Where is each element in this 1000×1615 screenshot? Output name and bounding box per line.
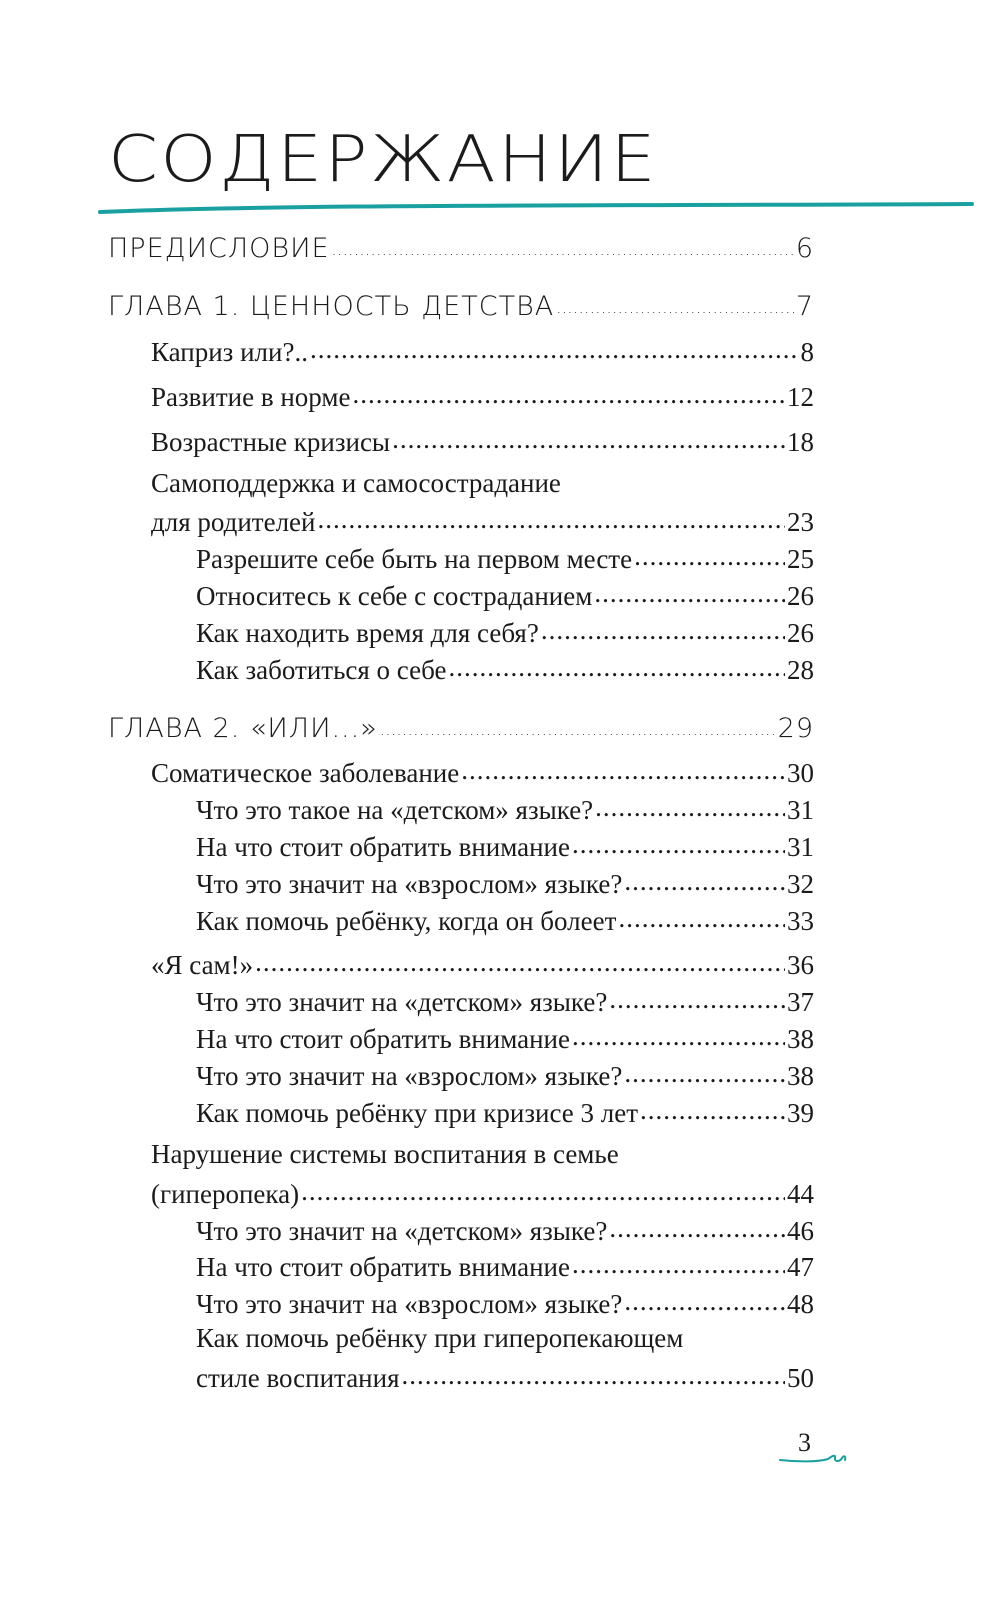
page-number-swash — [778, 1450, 850, 1468]
dot-leader — [595, 792, 785, 819]
dot-leader — [618, 903, 785, 930]
toc-entry-label: Что это значит на «взрослом» языке? — [196, 1289, 623, 1319]
toc-entry-section[interactable] — [151, 947, 814, 981]
dot-leader — [594, 578, 785, 605]
toc-page-number: 48 — [787, 1289, 814, 1319]
toc-entry-label-line1[interactable]: Как помочь ребёнку при гиперопекающем — [196, 1323, 684, 1353]
toc-entry-subsection[interactable] — [196, 866, 814, 900]
toc-entry-label-line1[interactable]: Нарушение системы воспитания в семье — [151, 1139, 619, 1169]
toc-page-number: 37 — [787, 987, 814, 1017]
toc-entry-subsection[interactable] — [196, 792, 814, 826]
dot-leader — [624, 1058, 785, 1085]
page-number: 3 — [798, 1428, 811, 1457]
toc-entry-subsection[interactable] — [196, 1249, 814, 1283]
toc-entry-section[interactable] — [151, 504, 814, 538]
dot-leader — [461, 755, 785, 782]
toc-entry-label: Развитие в норме — [151, 382, 351, 412]
toc-page-number: 46 — [787, 1216, 814, 1246]
toc-entry-label: Как заботиться о себе — [196, 655, 447, 685]
toc-entry-chapter-1[interactable] — [108, 288, 814, 322]
dot-leader — [609, 984, 785, 1011]
toc-page-number: 28 — [787, 655, 814, 685]
toc-entry-label: (гиперопека) — [151, 1179, 300, 1209]
toc-page-number: 23 — [787, 507, 814, 537]
toc-entry-subsection[interactable] — [196, 903, 814, 937]
toc-page-number: 25 — [787, 544, 814, 574]
dot-leader — [352, 379, 785, 406]
toc-entry-section[interactable] — [151, 424, 814, 458]
toc-page-number: 29 — [777, 713, 814, 744]
dot-leader — [572, 829, 785, 856]
dot-leader — [402, 1360, 786, 1387]
dot-leader — [301, 1176, 785, 1203]
toc-entry-label: Что это такое на «детском» языке? — [196, 795, 594, 825]
toc-page-number: 39 — [787, 1098, 814, 1128]
toc-entry-label: Что это значит на «взрослом» языке? — [196, 1061, 623, 1091]
toc-entry-label: ГЛАВА 2. «ИЛИ...» — [108, 713, 378, 744]
dot-leader — [332, 230, 794, 257]
toc-page-number: 6 — [795, 233, 814, 264]
toc-page-number: 36 — [787, 950, 814, 980]
toc-entry-label: На что стоит обратить внимание — [196, 832, 570, 862]
toc-entry-section[interactable] — [151, 1176, 814, 1210]
toc-entry-subsection[interactable] — [196, 1058, 814, 1092]
toc-entry-label: На что стоит обратить внимание — [196, 1252, 570, 1282]
title-underline-stroke — [98, 200, 978, 220]
toc-entry-section[interactable] — [151, 379, 814, 413]
toc-entry-subsection[interactable] — [196, 829, 814, 863]
toc-entry-subsection[interactable] — [196, 1095, 814, 1129]
dot-leader — [556, 288, 794, 315]
toc-entry-label: Как помочь ребёнку, когда он болеет — [196, 906, 617, 936]
toc-entry-label: стиле воспитания — [196, 1363, 400, 1393]
toc-entry-subsection[interactable] — [196, 615, 814, 649]
toc-entry-chapter-2[interactable] — [108, 710, 814, 744]
dot-leader — [634, 541, 785, 568]
toc-entry-subsection[interactable] — [196, 1213, 814, 1247]
toc-entry-subsection[interactable] — [196, 541, 814, 575]
toc-page-number: 38 — [787, 1024, 814, 1054]
toc-entry-label: Как находить время для себя? — [196, 618, 539, 648]
toc-entry-label: Каприз или?.. — [151, 337, 308, 367]
dot-leader — [448, 652, 785, 679]
dot-leader — [640, 1095, 785, 1122]
toc-page-number: 31 — [787, 832, 814, 862]
toc-entry-label: Относитесь к себе с состраданием — [196, 581, 593, 611]
toc-page-number: 18 — [787, 427, 814, 457]
toc-entry-label: Соматическое заболевание — [151, 758, 460, 788]
toc-entry-label-line1[interactable]: Самоподдержка и самосострадание — [151, 468, 561, 498]
toc-page-number: 31 — [787, 795, 814, 825]
toc-page-number: 30 — [787, 758, 814, 788]
toc-page-number: 12 — [787, 382, 814, 412]
toc-entry-label: Что это значит на «детском» языке? — [196, 987, 608, 1017]
toc-entry-label: для родителей — [151, 507, 316, 537]
dot-leader — [317, 504, 785, 531]
toc-entry-label: Что это значит на «взрослом» языке? — [196, 869, 623, 899]
dot-leader — [624, 866, 785, 893]
toc-page-number: 44 — [787, 1179, 814, 1209]
toc-page-number: 47 — [787, 1252, 814, 1282]
toc-page-number: 7 — [795, 291, 814, 322]
toc-entry-label: ПРЕДИСЛОВИЕ — [108, 233, 330, 264]
toc-page-number: 26 — [787, 618, 814, 648]
dot-leader — [609, 1213, 785, 1240]
toc-page-number: 26 — [787, 581, 814, 611]
dot-leader — [572, 1249, 785, 1276]
toc-page-number: 32 — [787, 869, 814, 899]
toc-entry-label: Возрастные кризисы — [151, 427, 391, 457]
toc-entry-section[interactable] — [151, 334, 814, 368]
toc-entry-subsection[interactable] — [196, 984, 814, 1018]
page-title: СОДЕРЖАНИЕ — [108, 123, 658, 197]
toc-entry-label: Что это значит на «детском» языке? — [196, 1216, 608, 1246]
toc-entry-label: ГЛАВА 1. ЦЕННОСТЬ ДЕТСТВА — [108, 291, 555, 322]
toc-entry-section[interactable] — [151, 755, 814, 789]
dot-leader — [624, 1286, 785, 1313]
toc-page-number: 33 — [787, 906, 814, 936]
dot-leader — [572, 1021, 785, 1048]
toc-entry-subsection[interactable] — [196, 1021, 814, 1055]
toc-page-number: 38 — [787, 1061, 814, 1091]
toc-entry-subsection[interactable] — [196, 1286, 814, 1320]
dot-leader — [380, 710, 776, 737]
dot-leader — [310, 334, 799, 361]
toc-page-number: 8 — [800, 337, 814, 367]
toc-entry-preface[interactable] — [108, 230, 814, 264]
toc-entry-label: Разрешите себе быть на первом месте — [196, 544, 633, 574]
dot-leader — [255, 947, 785, 974]
dot-leader — [541, 615, 785, 642]
toc-entry-subsection[interactable] — [196, 652, 814, 686]
dot-leader — [392, 424, 785, 451]
toc-entry-label: Как помочь ребёнку при кризисе 3 лет — [196, 1098, 638, 1128]
toc-entry-label: «Я сам!» — [151, 950, 254, 980]
toc-entry-subsection[interactable] — [196, 1360, 814, 1394]
toc-entry-label: На что стоит обратить внимание — [196, 1024, 570, 1054]
toc-page-number: 50 — [787, 1363, 814, 1393]
toc-entry-subsection[interactable] — [196, 578, 814, 612]
